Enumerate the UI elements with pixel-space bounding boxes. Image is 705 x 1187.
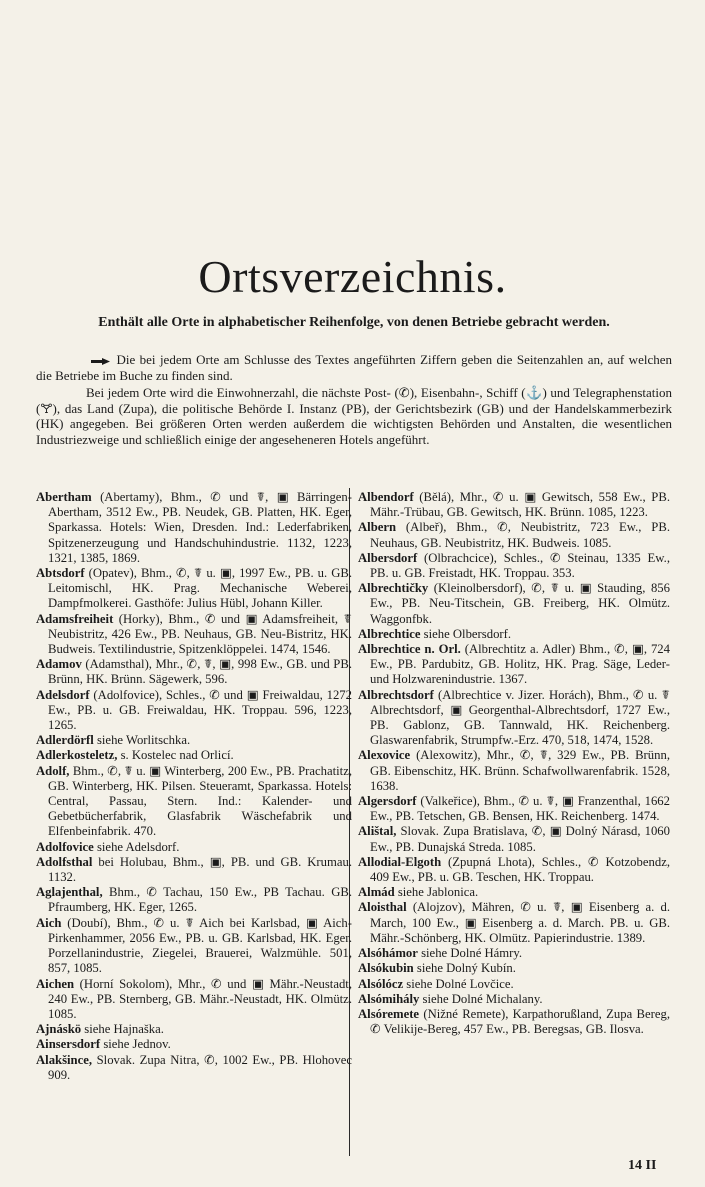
place-details: siehe Dolné Hámry. <box>417 946 523 961</box>
place-name: Alištal, <box>358 824 397 839</box>
place-details: (Doubí), Bhm., ✆ u. ☤ Aich bei Karlsbad, ▣ Aich-Pirkenhammer, 2056 Ew., PB. u. GB. Karlsbad, HK. Eger. Porzellanindustrie, Ziegelei, Brauerei, Walzmühle. 501, 857, 1085. <box>48 915 352 976</box>
place-details: (Albrechtitz a. Adler) Bhm., ✆, ▣, 724 Ew., PB. Pardubitz, GB. Holitz, HK. Prag. Säge, Leder- und Holzwarenindustrie. 1367. <box>370 642 670 687</box>
place-name: Aichen <box>36 976 75 991</box>
place-name: Aich <box>36 915 62 930</box>
place-details: siehe Adelsdorf. <box>93 839 180 854</box>
place-details: (Albrechtice v. Jizer. Horách), Bhm., ✆ u. ☤ Albrechtsdorf, ▣ Georgenthal-Albrechtsdorf, 1727 Ew., PB. Gablonz, GB. Tannwald, HK. Reichenberg. Glaswarenfabrik, Strumpfw.-Erz. 470, 518, 1474, 1528. <box>370 687 670 748</box>
place-details: (Adolfovice), Schles., ✆ und ▣ Freiwaldau, 1272 Ew., PB. u. GB. Freiwaldau, HK. Troppau. 596, 1223, 1265. <box>48 687 352 733</box>
place-details: (Horky), Bhm., ✆ und ▣ Adamsfreiheit, ☤ Neubistritz, 426 Ew., PB. Neuhaus, GB. Neu-Bistritz, HK. Budweis. Textilindustrie, Spitzenklöppelei. 1474, 1546. <box>48 611 352 657</box>
place-details: siehe Olbersdorf. <box>420 626 512 641</box>
place-details: bei Holubau, Bhm., ▣, PB. und GB. Krumau. 1132. <box>48 854 352 885</box>
place-entry <box>358 688 670 749</box>
place-name: Albendorf <box>358 490 414 504</box>
place-details: (Zpupná Lhota), Schles., ✆ Kotzobendz, 409 Ew., PB. u. GB. Teschen, HK. Troppau. <box>370 854 670 885</box>
place-name: Alsókubin <box>358 961 414 976</box>
place-entry <box>358 885 670 900</box>
place-name: Alakšince, <box>36 1052 93 1067</box>
place-details: siehe Hajnaška. <box>81 1022 164 1037</box>
pointing-hand-icon <box>90 356 112 367</box>
place-name: Allodial-Elgoth <box>358 854 442 869</box>
place-details: (Bělá), Mhr., ✆ u. ▣ Gewitsch, 558 Ew., PB. Mähr.-Trübau, GB. Gewitsch, HK. Brünn. 1085, 1223. <box>370 490 670 520</box>
place-entry <box>36 977 352 1023</box>
place-details: Slovak. Zupa Bratislava, ✆, ▣ Dolný Nárasd, 1060 Ew., PB. Dunajská Streda. 1085. <box>370 824 670 854</box>
place-details: (Nižné Remete), Karpathorußland, Zupa Bereg, ✆ Velikije-Bereg, 457 Ew., PB. Beregsas, GB. Ilosva. <box>370 1006 670 1037</box>
place-name: Adlerdörfl <box>36 733 94 748</box>
place-entry <box>358 855 670 885</box>
place-entry <box>358 824 670 854</box>
place-details: siehe Jablonica. <box>394 885 479 900</box>
place-name: Adelsdorf <box>36 687 90 702</box>
place-entry <box>36 1022 352 1037</box>
place-name: Aglajenthal, <box>36 885 103 900</box>
place-entry <box>358 794 670 824</box>
place-name: Abertham <box>36 490 92 504</box>
place-name: Ainsersdorf <box>36 1037 101 1052</box>
place-name: Albersdorf <box>358 550 418 565</box>
place-name: Albern <box>358 520 397 535</box>
place-entry <box>36 566 352 612</box>
subtitle: Enthält alle Orte in alphabetischer Reihenfolge, von denen Betriebe gebracht werden. <box>98 315 610 330</box>
intro-paragraph-1 <box>36 352 672 383</box>
place-entry <box>36 764 352 840</box>
place-name: Adolfovice <box>36 839 94 854</box>
place-details: Slovak. Zupa Nitra, ✆, 1002 Ew., PB. Hlohovec 909. <box>48 1052 352 1082</box>
place-name: Algersdorf <box>358 794 417 809</box>
place-entry <box>36 490 352 566</box>
place-details: (Horní Sokolom), Mhr., ✆ und ▣ Mähr.-Neustadt, 240 Ew., PB. Sternberg, GB. Mähr.-Neustadt, HK. Olmütz. 1085. <box>48 976 352 1021</box>
place-entry <box>358 551 670 581</box>
place-entry <box>358 490 670 520</box>
place-entry <box>358 627 670 642</box>
place-entry <box>36 612 352 658</box>
place-entry <box>358 520 670 550</box>
place-name: Adamov <box>36 657 82 672</box>
place-details: siehe Dolný Kubín. <box>413 961 516 976</box>
place-entry <box>358 946 670 961</box>
place-name: Albrechtice <box>358 626 421 641</box>
place-entry <box>358 1007 670 1037</box>
intro-paragraph-1-text: Die bei jedem Orte am Schlusse des Textes angeführten Ziffern geben die Seitenzahlen an, auf welchen die Betriebe im Buche zu finden sind. <box>36 352 672 383</box>
place-name: Alsólócz <box>358 976 404 991</box>
place-details: siehe Dolné Lovčice. <box>403 976 514 991</box>
place-details: siehe Jednov. <box>100 1037 171 1052</box>
page-number: 14 II <box>628 1158 657 1173</box>
place-details: (Alojzov), Mähren, ✆ u. ☤, ▣ Eisenberg a. d. March, 100 Ew., ▣ Eisenberg a. d. March. PB. u. GB. Mähr.-Schönberg, HK. Olmütz. Papierindustrie. 1389. <box>370 900 670 945</box>
place-entry <box>36 1053 352 1083</box>
intro-text <box>36 352 672 448</box>
place-entry <box>358 900 670 946</box>
place-entry <box>36 1037 352 1052</box>
place-details: (Valkeřice), Bhm., ✆ u. ☤, ▣ Franzenthal, 1662 Ew., PB. Tetschen, GB. Bensen, HK. Reichenberg. 1474. <box>370 794 670 824</box>
place-entry <box>358 642 670 688</box>
place-details: (Olbrachcice), Schles., ✆ Steinau, 1335 Ew., PB. u. GB. Freistadt, HK. Troppau. 353. <box>370 550 670 581</box>
place-name: Albrechtsdorf <box>358 687 434 702</box>
place-details: (Adamsthal), Mhr., ✆, ☤, ▣, 998 Ew., GB. und PB. Brünn, HK. Brünn. Sägewerk, 596. <box>48 657 352 687</box>
place-name: Albrechtičky <box>358 581 429 596</box>
place-details: (Opatev), Bhm., ✆, ☤ u. ▣, 1997 Ew., PB. u. GB. Leitomischl, HK. Prag. Mechanische Weberei, Dampfmolkerei. Gasthöfe: Julius Hübl, Johann Killer. <box>48 566 352 611</box>
place-entry <box>36 748 352 763</box>
place-name: Adolfsthal <box>36 854 93 869</box>
place-name: Adamsfreiheit <box>36 611 114 626</box>
place-name: Abtsdorf <box>36 566 85 581</box>
left-column <box>36 490 352 1083</box>
place-details: s. Kostelec nad Orlicí. <box>117 748 234 763</box>
place-details: (Alexowitz), Mhr., ✆, ☤, 329 Ew., PB. Brünn, GB. Eibenschitz, HK. Brünn. Schafwollwarenfabrik. 1528, 1638. <box>370 748 670 793</box>
place-name: Alsóhámor <box>358 946 418 961</box>
place-name: Alsómihály <box>358 991 420 1006</box>
place-details: Bhm., ✆, ☤ u. ▣ Winterberg, 200 Ew., PB. Prachatitz, GB. Winterberg, HK. Pilsen. Steueramt, Sparkassa. Hotels: Central, Passau, Stern. Ind.: Kalender- und Gebetbücherfabrik, Glasfabrik Wäschefabrik und Elfenbeinfabrik. 470. <box>48 763 352 839</box>
place-entry <box>36 688 352 734</box>
place-entry <box>358 961 670 976</box>
place-entry <box>36 840 352 855</box>
place-entry <box>358 748 670 794</box>
place-entry <box>358 992 670 1007</box>
place-entry <box>358 581 670 627</box>
place-details: siehe Dolné Michalany. <box>419 991 543 1006</box>
place-entry <box>358 977 670 992</box>
place-name: Almád <box>358 885 395 900</box>
right-column <box>358 490 670 1037</box>
place-name: Adlerkosteletz, <box>36 748 118 763</box>
place-name: Alsóremete <box>358 1006 420 1021</box>
place-details: siehe Worlitschka. <box>93 733 191 748</box>
place-entry <box>36 855 352 885</box>
place-name: Ajnáskö <box>36 1022 82 1037</box>
place-entry <box>36 733 352 748</box>
place-entry <box>36 657 352 687</box>
place-details: (Abertamy), Bhm., ✆ und ☤, ▣ Bärringen-Abertham, 3512 Ew., PB. Neudek, GB. Platten, HK. Eger, Sparkassa. Hotels: Wien, Dresden. Ind.: Lederfabriken, Spitzenerzeugung und Handschuhindustrie. 1132, 1223, 1321, 1385, 1869. <box>48 490 352 565</box>
place-name: Albrechtice n. Orl. <box>358 642 461 657</box>
intro-paragraph-2: Bei jedem Orte wird die Einwohnerzahl, die nächste Post- (✆), Eisenbahn-, Schiff (⚓) und Telegraphenstation (🝖), das Land (Zupa), die politische Behörde I. Instanz (PB), der Gerichtsbezirk (GB) und der Handelskammerbezirk (HK) angegeben. Bei größeren Orten werden außerdem die wichtigsten Behörden und Anstalten, die wesentlichen Industriezweige und schließlich einige der angeseheneren Hotels angeführt. <box>36 385 672 447</box>
place-entry <box>36 885 352 915</box>
place-details: (Albeř), Bhm., ✆, Neubistritz, 723 Ew., PB. Neuhaus, GB. Neubistritz, HK. Budweis. 1085. <box>370 520 670 550</box>
place-details: (Kleinolbersdorf), ✆, ☤ u. ▣ Stauding, 856 Ew., PB. Neu-Titschein, GB. Freiberg, HK. Olmütz. Waggonfbk. <box>370 581 670 626</box>
place-name: Adolf, <box>36 763 70 778</box>
place-name: Alexovice <box>358 748 411 763</box>
place-entry <box>36 916 352 977</box>
page-title: Ortsverzeichnis. <box>198 251 507 302</box>
place-name: Aloisthal <box>358 900 407 915</box>
place-details: Bhm., ✆ Tachau, 150 Ew., PB Tachau. GB. Pfraumberg, HK. Eger, 1265. <box>48 885 352 915</box>
